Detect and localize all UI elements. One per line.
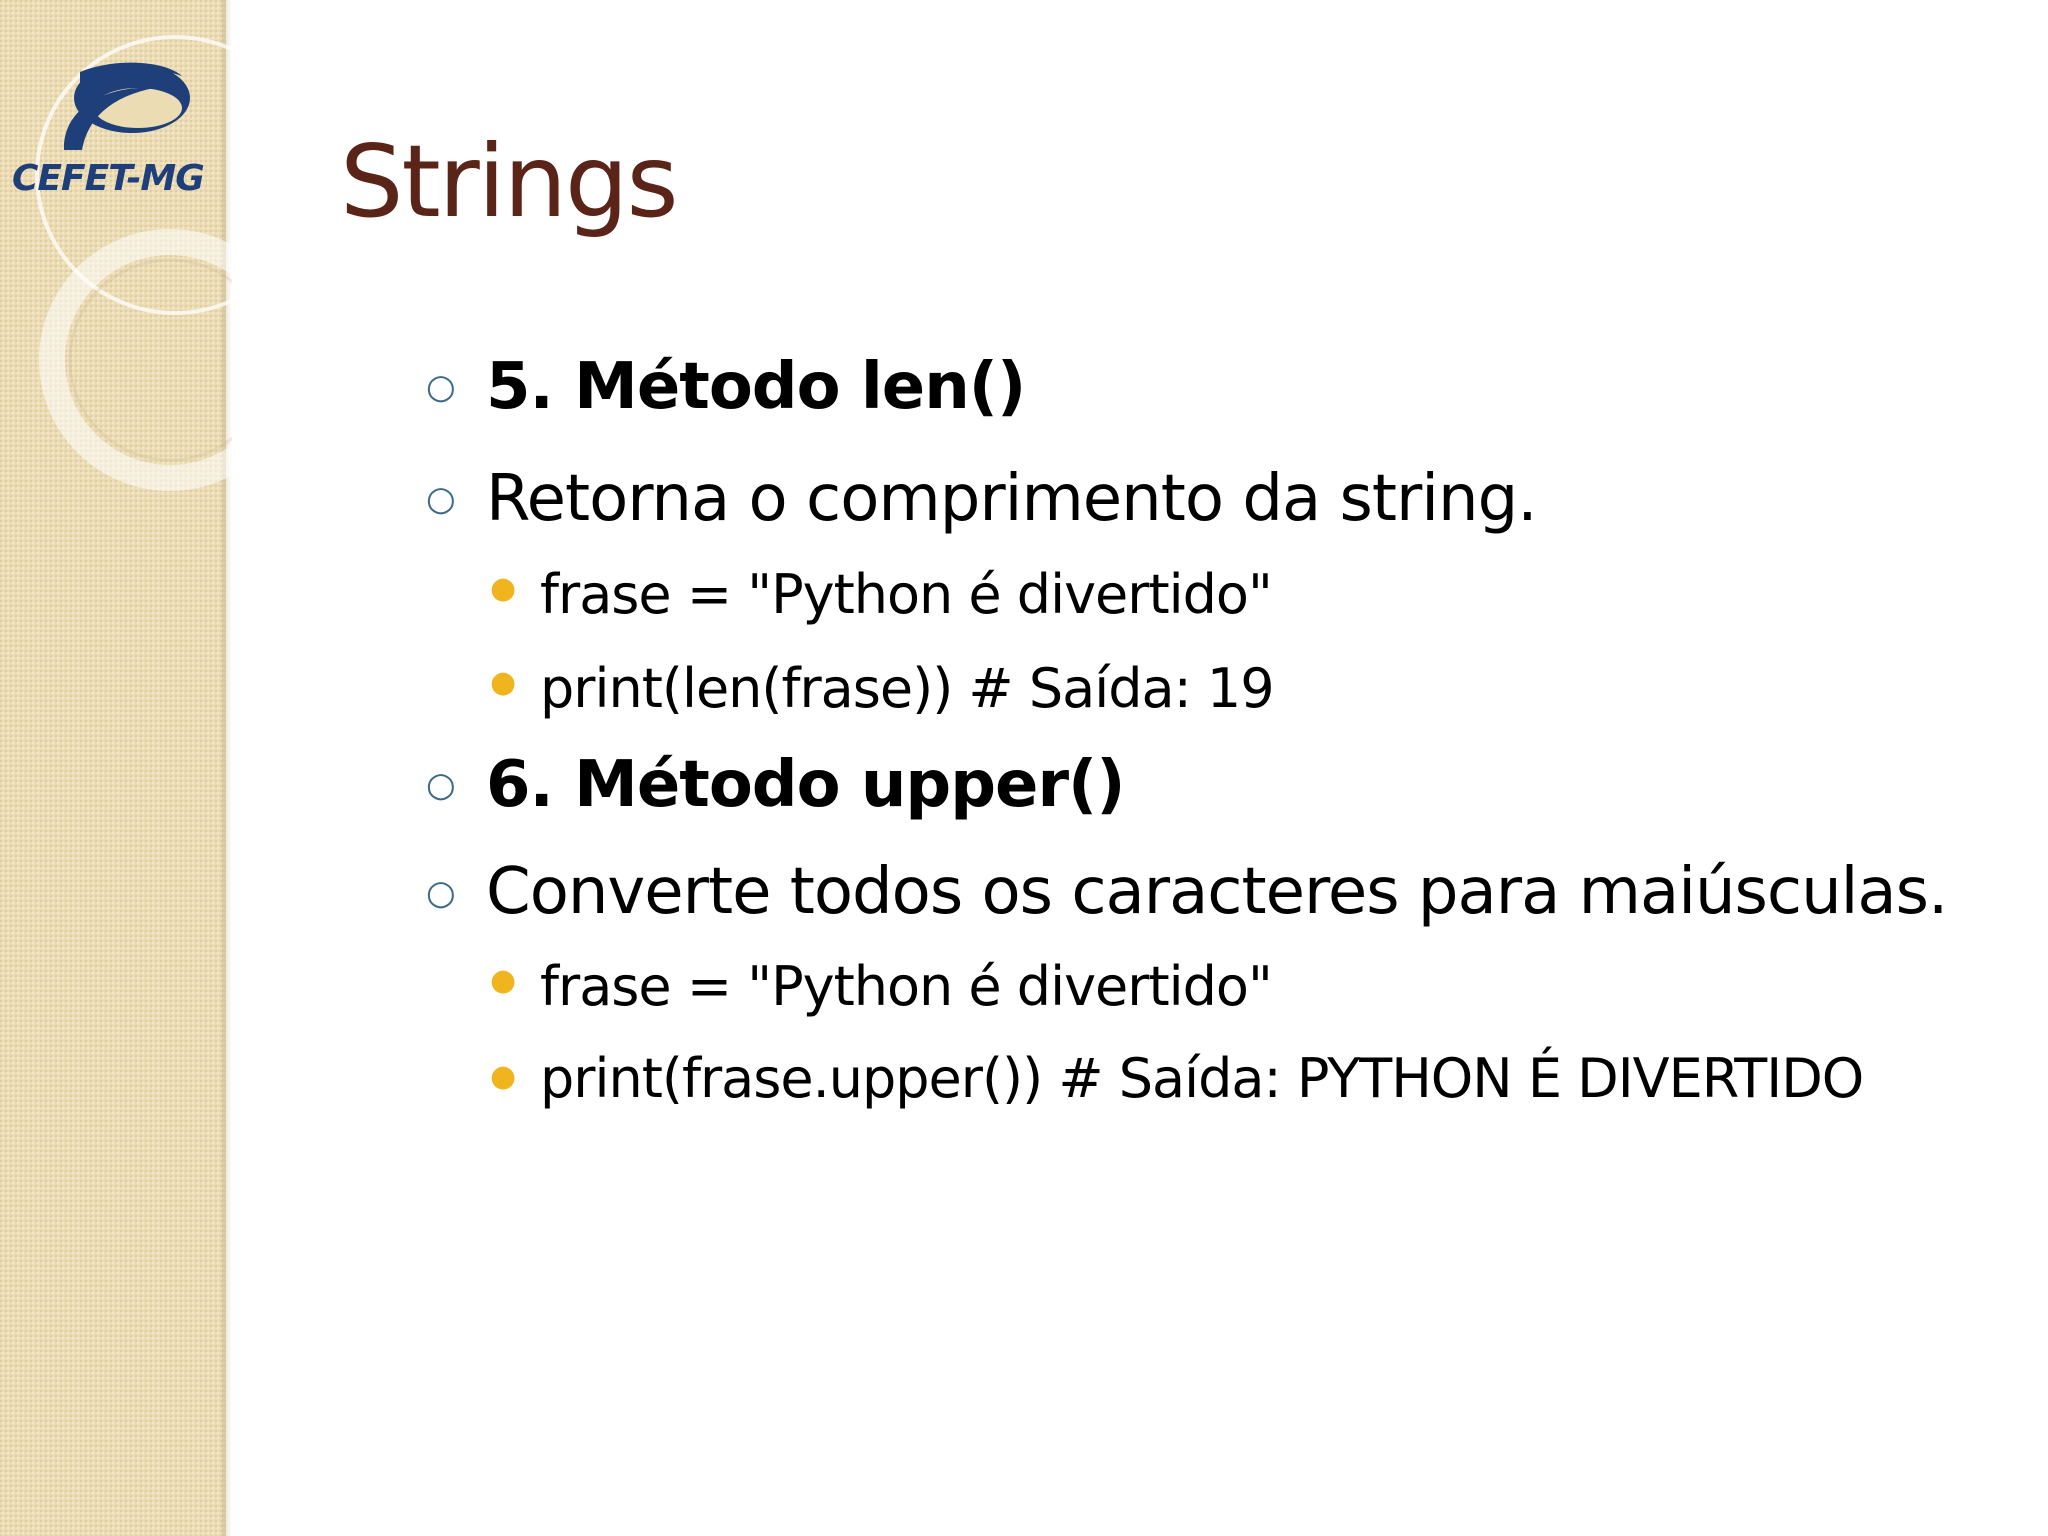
list-item: [426, 452, 1980, 546]
hollow-circle-bullet-icon: ○: [426, 765, 455, 805]
cefet-mg-logo: [4, 30, 226, 199]
dot-bullet-icon: ●: [490, 963, 516, 998]
item-text: 6. Método upper(): [486, 748, 1125, 822]
dot-bullet-icon: ●: [490, 665, 516, 700]
dot-bullet-icon: ●: [490, 1059, 516, 1094]
item-text: 5. Método len(): [486, 350, 1026, 424]
logo-text: CEFET-MG: [12, 158, 204, 199]
hollow-circle-bullet-icon: ○: [426, 367, 455, 407]
dot-bullet-icon: ●: [490, 571, 516, 606]
sub-list-item: [426, 550, 1980, 640]
hollow-circle-bullet-icon: ○: [426, 873, 455, 913]
item-text: frase = "Python é divertido": [540, 563, 1272, 626]
item-text: Retorna o comprimento da string.: [486, 462, 1537, 536]
item-text: print(frase.upper()) # Saída: PYTHON É DIVERTIDO: [540, 1047, 1864, 1110]
list-item: [426, 738, 1980, 832]
sub-list-item: [426, 644, 1980, 734]
item-text: frase = "Python é divertido": [540, 955, 1272, 1018]
slide-title: Strings: [340, 123, 677, 240]
hollow-circle-bullet-icon: ○: [426, 479, 455, 519]
item-text: Converte todos os caracteres para maiúsculas.: [486, 855, 1948, 929]
logo-emblem-icon: [4, 30, 226, 160]
item-text: print(len(frase)) # Saída: 19: [540, 657, 1274, 720]
sub-list-item: [426, 1038, 1980, 1120]
list-item: [426, 846, 1980, 938]
sub-list-item: [426, 942, 1980, 1032]
list-item: [426, 340, 1980, 434]
bullet-list: [426, 340, 1980, 1120]
